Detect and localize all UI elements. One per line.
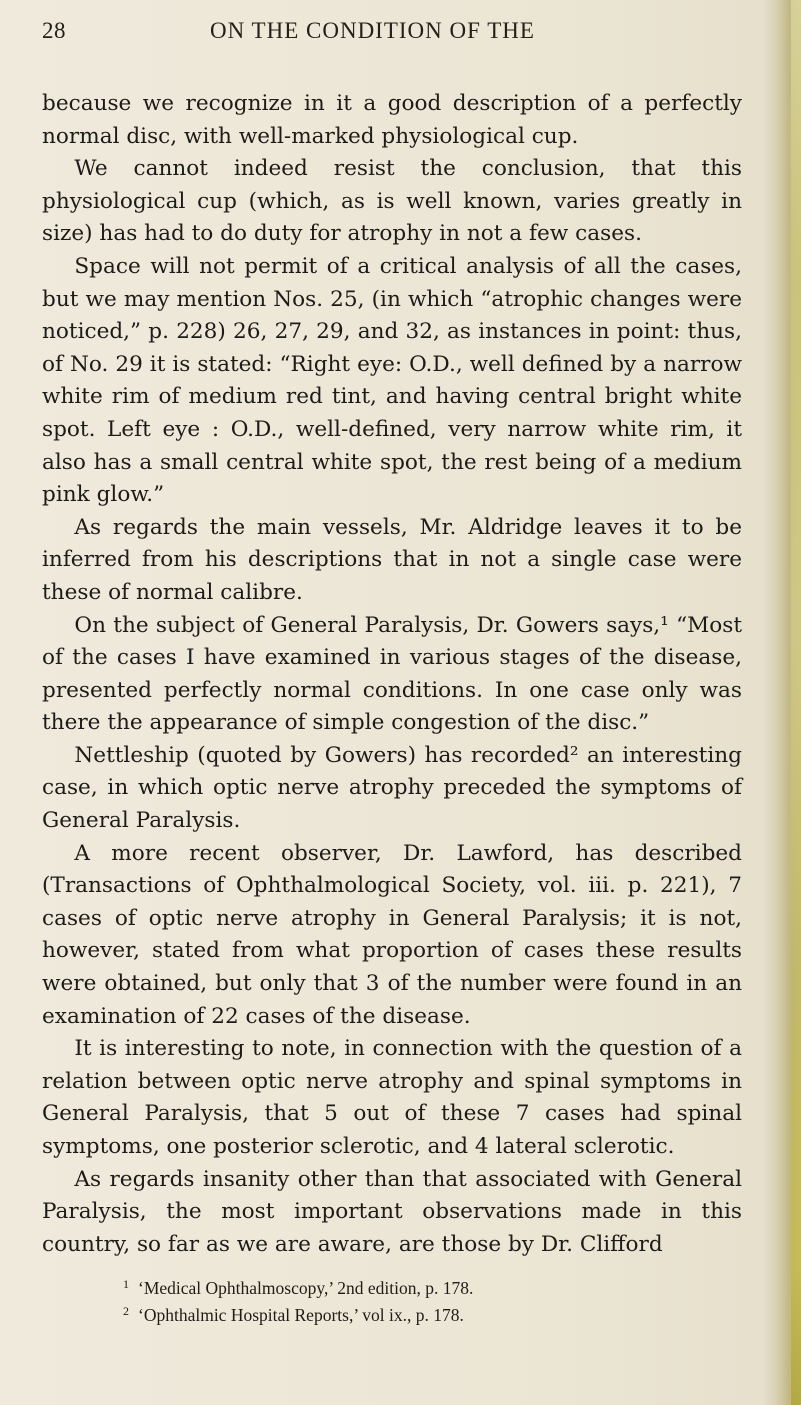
- paragraph: We cannot indeed resist the conclusion, that this physiological cup (which, as is well known, varies greatly in size) has had to do duty for atrophy in not a few cases.: [42, 156, 742, 247]
- footnote-mark: 2: [123, 1304, 129, 1318]
- footnote-mark: 1: [123, 1277, 129, 1291]
- body-text: [42, 88, 742, 1261]
- page-edge: [791, 0, 801, 1405]
- footnote: [42, 1273, 742, 1300]
- page-number: 28: [42, 18, 66, 43]
- paragraph: As regards insanity other than that associated with General Paralysis, the most important observations made in this country, so far as we are aware, are those by Dr. Clifford: [42, 1166, 742, 1257]
- footnote-text: ‘Medical Ophthalmoscopy,’ 2nd edition, p. 178.: [138, 1278, 474, 1298]
- paragraph: because we recognize in it a good description of a perfectly normal disc, with well-marked physiological cup.: [42, 91, 742, 149]
- paragraph: It is interesting to note, in connection with the question of a relation between optic nerve atrophy and spinal symptoms in General Paralysis, that 5 out of these 7 cases had spinal symptoms, one posterior sclerotic, and 4 lateral sclerotic.: [42, 1036, 742, 1159]
- paragraph: Space will not permit of a critical analysis of all the cases, but we may mention Nos. 25, (in which “atrophic changes were noticed,” p. 228) 26, 27, 29, and 32, as instances in point: thus, of No. 29 it is stated: “Right eye: O.D., well defined by a narrow white rim of medium red tint, and having central bright white spot. Left eye : O.D., well-defined, very narrow white rim, it also has a small central white spot, the rest being of a medium pink glow.”: [42, 253, 742, 508]
- footnotes: [42, 1273, 742, 1327]
- paragraph: On the subject of General Paralysis, Dr. Gowers says,¹ “Most of the cases I have examined in various stages of the disease, presented perfectly normal conditions. In one case only was there the appearance of simple congestion of the disc.”: [42, 612, 742, 736]
- running-head: [42, 16, 740, 52]
- paragraph: A more recent observer, Dr. Lawford, has described (Transactions of Ophthalmological Society, vol. iii. p. 221), 7 cases of optic nerve atrophy in General Paralysis; it is not, however, stated from what proportion of cases these results were obtained, but only that 3 of the number were found in an examination of 22 cases of the disease.: [42, 840, 742, 1029]
- running-title: ON THE CONDITION OF THE: [210, 18, 535, 43]
- paragraph: As regards the main vessels, Mr. Aldridge leaves it to be inferred from his descriptions that in not a single case were these of normal calibre.: [42, 514, 742, 605]
- footnote-text: ‘Ophthalmic Hospital Reports,’ vol ix., p. 178.: [138, 1305, 464, 1325]
- paragraph: Nettleship (quoted by Gowers) has recorded² an interesting case, in which optic nerve atrophy preceded the symptoms of General Paralysis.: [42, 742, 742, 834]
- footnote: [42, 1300, 742, 1327]
